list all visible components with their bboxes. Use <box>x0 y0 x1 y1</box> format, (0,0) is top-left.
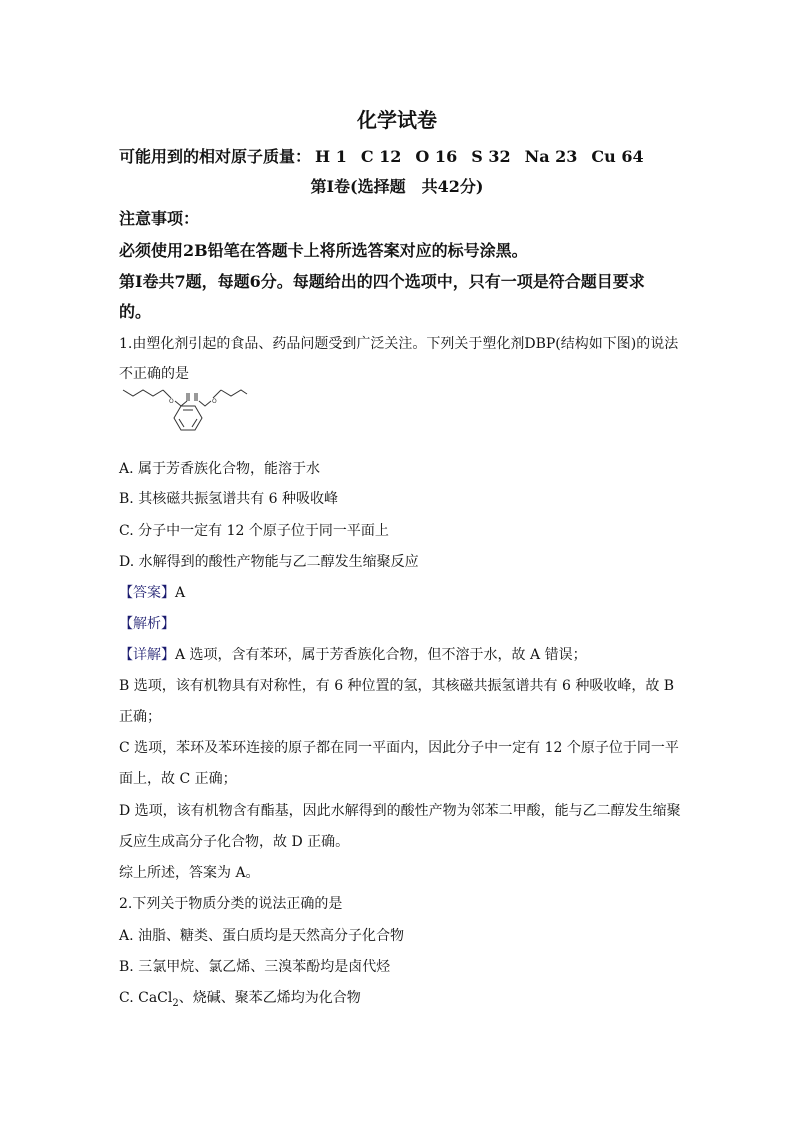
q2-option-c-subscript: 2 <box>172 997 179 1009</box>
q1-option-a: A. 属于芳香族化合物，能溶于水 <box>119 461 321 477</box>
q1-stem-line2: 不正确的是 <box>119 366 189 382</box>
q1-option-d: D. 水解得到的酸性产物能与乙二醇发生缩聚反应 <box>119 554 419 570</box>
q1-answer-line <box>119 582 679 602</box>
q2-stem: 2.下列关于物质分类的说法正确的是 <box>119 896 343 912</box>
q1-option-b: B. 其核磁共振氢谱共有 6 种吸收峰 <box>119 491 338 507</box>
notice-line-2a: 第Ⅰ卷共7题，每题6分。每题给出的四个选项中，只有一项是符合题目要求 <box>119 272 645 291</box>
mass-o: O 16 <box>415 147 458 166</box>
left-ester-link <box>175 401 187 406</box>
analysis-label: 【解析】 <box>119 616 175 632</box>
mass-h: H 1 <box>315 147 347 166</box>
right-butyl-chain <box>221 390 247 396</box>
answer-value: A <box>175 585 186 601</box>
detail-b-line2: 正确； <box>119 709 161 725</box>
q2-option-c-suffix: 、烧碱、聚苯乙烯均为化合物 <box>178 990 361 1006</box>
detail-b-line1: B 选项，该有机物具有对称性，有 6 种位置的氢，其核磁共振氢谱共有 6 种吸收峰，故 B <box>119 678 675 694</box>
mass-c: C 12 <box>360 147 402 166</box>
notice-line-2b: 的。 <box>119 302 152 321</box>
left-oxygen-label: O <box>169 398 174 405</box>
atomic-masses-label: 可能用到的相对原子质量： <box>119 147 312 166</box>
volume-title: 第Ⅰ卷(选择题 共42分) <box>310 177 484 196</box>
detail-a-line <box>119 644 679 664</box>
q2-option-a: A. 油脂、糖类、蛋白质均是天然高分子化合物 <box>119 928 405 944</box>
detail-c-line1: C 选项，苯环及苯环连接的原子都在同一平面内，因此分子中一定有 12 个原子位于同一平 <box>119 740 679 756</box>
q2-option-c <box>119 987 679 1009</box>
detail-d-line1: D 选项，该有机物含有酯基，因此水解得到的酸性产物为邻苯二甲酸，能与乙二醇发生缩聚 <box>119 803 681 819</box>
q2-option-c-prefix: C. CaCl <box>119 990 173 1006</box>
right-o-bond <box>213 390 221 398</box>
right-ester-link <box>199 401 211 406</box>
left-butyl-chain <box>123 390 163 396</box>
detail-a-text: A 选项，含有苯环，属于芳香族化合物，但不溶于水，故 A 错误； <box>175 647 587 663</box>
notice-line-1: 必须使用2B铅笔在答题卡上将所选答案对应的标号涂黑。 <box>119 241 528 260</box>
q1-option-c: C. 分子中一定有 12 个原子位于同一平面上 <box>119 523 389 539</box>
detail-d-line2: 反应生成高分子化合物，故 D 正确。 <box>119 834 350 850</box>
dbp-structure-diagram <box>119 388 249 444</box>
page-title: 化学试卷 <box>357 108 437 132</box>
left-o-bond <box>163 390 171 398</box>
q2-option-b: B. 三氯甲烷、氯乙烯、三溴苯酚均是卤代烃 <box>119 959 391 975</box>
detail-label: 【详解】 <box>119 647 175 663</box>
q1-summary: 综上所述，答案为 A。 <box>119 865 260 881</box>
mass-cu: Cu 64 <box>591 147 644 166</box>
mass-s: S 32 <box>471 147 511 166</box>
q1-stem-line1: 1.由塑化剂引起的食品、药品问题受到广泛关注。下列关于塑化剂DBP(结构如下图)的说法 <box>119 336 679 352</box>
right-oxygen-label: O <box>212 398 217 405</box>
atomic-masses-line <box>119 144 679 167</box>
answer-label: 【答案】 <box>119 585 175 601</box>
mass-na: Na 23 <box>524 147 578 166</box>
detail-c-line2: 面上，故 C 正确； <box>119 771 237 787</box>
notice-heading: 注意事项： <box>119 209 200 228</box>
